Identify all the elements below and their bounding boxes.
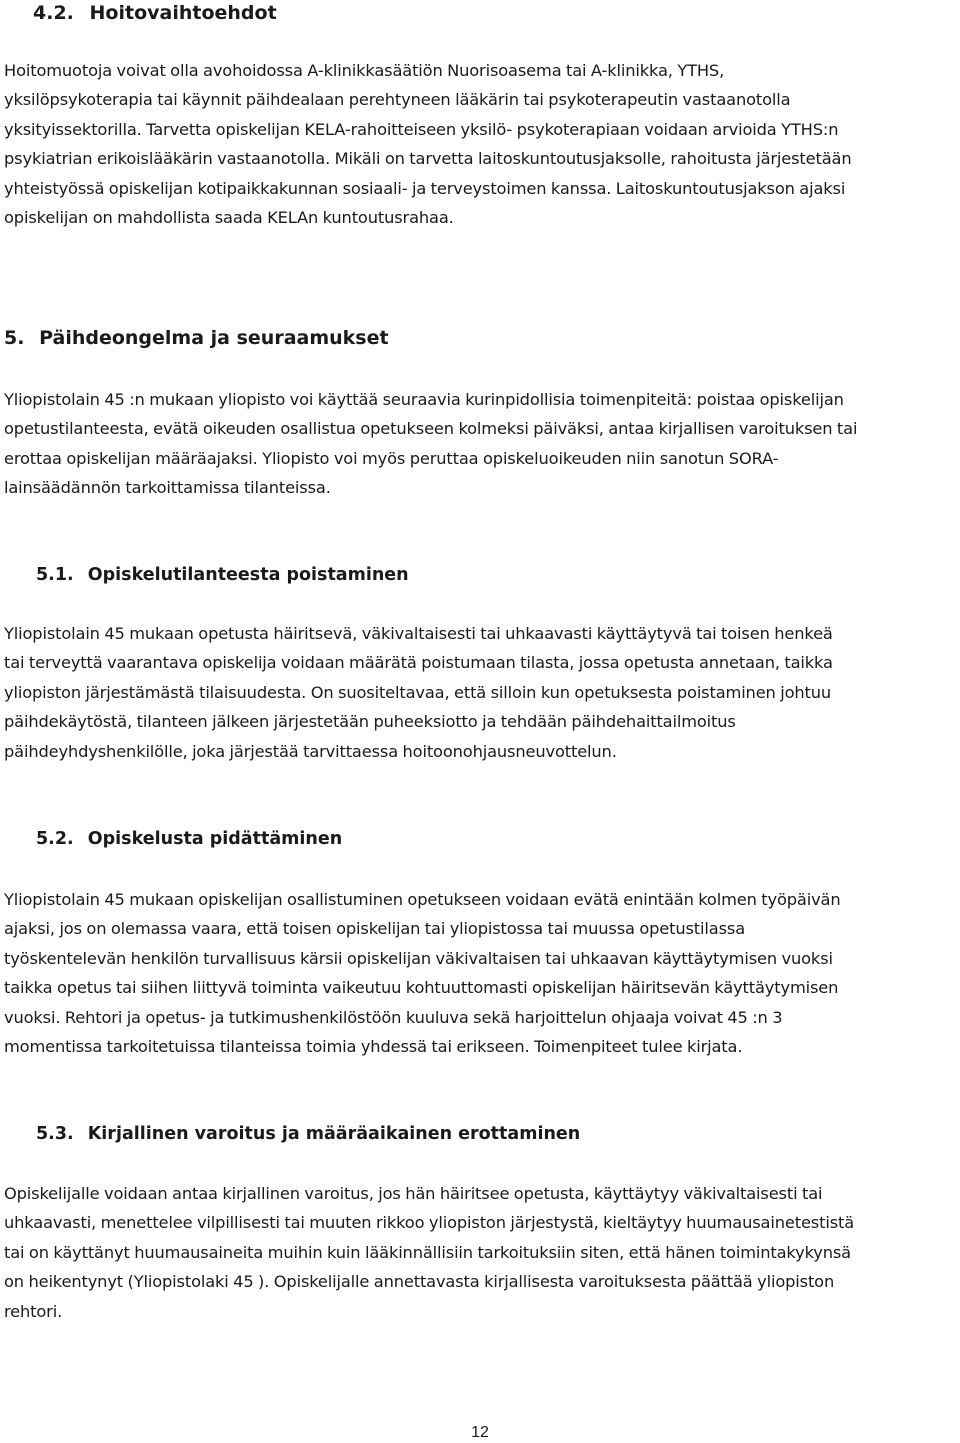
paragraph-line: työskentelevän henkilön turvallisuus kärsii opiskelijan väkivaltaisen tai uhkaavan käyttäytymisen vuoksi: [4, 948, 833, 968]
section-number: 5.2.: [36, 829, 74, 849]
paragraph-line: Yliopistolain 45 mukaan opiskelijan osallistuminen opetukseen voidaan evätä enintään kolmen työpäivän: [4, 890, 841, 909]
paragraph-line: Yliopistolain 45 mukaan opetusta häiritsevä, väkivaltaisesti tai uhkaavasti käyttäytyvä tai toisen henkeä: [4, 624, 833, 643]
section-title: Päihdeongelma ja seuraamukset: [39, 327, 389, 349]
paragraph-line: yliopiston järjestämästä tilaisuudesta. On suositeltavaa, että silloin kun opetuksesta poistaminen johtuu: [4, 682, 832, 702]
section-title: Opiskelusta pidättäminen: [87, 829, 343, 849]
paragraph-line: opetustilanteesta, evätä oikeuden osallistua opetukseen kolmeksi päiväksi, antaa kirjallisen varoituksen tai: [4, 419, 858, 439]
section-heading-5-3: [36, 1122, 580, 1146]
section-paragraph-4-2: [4, 56, 956, 232]
paragraph-line: ajaksi, jos on olemassa vaara, että toisen opiskelijan tai yliopistossa tai muussa opetustilassa: [4, 919, 746, 939]
section-number: 5.3.: [36, 1124, 74, 1144]
section-number: 5.1.: [36, 565, 74, 585]
paragraph-line: uhkaavasti, menettelee vilpillisesti tai muuten rikkoo yliopiston järjestystä, kieltäytyy huumausainetestistä: [4, 1213, 855, 1233]
section-title: Opiskelutilanteesta poistaminen: [87, 565, 409, 585]
paragraph-line: opiskelijan on mahdollista saada KELAn kuntoutusrahaa.: [4, 208, 454, 228]
paragraph-line: Hoitomuotoja voivat olla avohoidossa A-klinikkasäätiön Nuorisoasema tai A-klinikka, YTHS,: [4, 61, 725, 80]
paragraph-line: tai terveyttä vaarantava opiskelija voidaan määrätä poistumaan tilasta, jossa opetusta annetaan, taikka: [4, 653, 833, 673]
paragraph-line: vuoksi. Rehtori ja opetus- ja tutkimushenkilöstöön kuuluva sekä harjoittelun ohjaaja voivat 45 :n 3: [4, 1007, 783, 1027]
section-title: Kirjallinen varoitus ja määräaikainen erottaminen: [87, 1124, 581, 1144]
section-title: Hoitovaihtoehdot: [89, 2, 277, 24]
paragraph-line: erottaa opiskelijan määräajaksi. Yliopisto voi myös peruttaa opiskeluoikeuden niin sanotun SORA-: [4, 448, 779, 468]
section-paragraph-5-2: [4, 885, 956, 1061]
paragraph-line: on heikentynyt (Yliopistolaki 45 ). Opiskelijalle annettavasta kirjallisesta varoituksesta päättää yliopiston: [4, 1272, 835, 1292]
section-heading-5-2: [36, 827, 342, 851]
section-paragraph-5-1: [4, 619, 956, 766]
section-paragraph-5: [4, 385, 956, 503]
paragraph-line: yksilöpsykoterapia tai käynnit päihdealaan perehtyneen lääkärin tai psykoterapeutin vastaanotolla: [4, 90, 791, 110]
paragraph-line: yhteistyössä opiskelijan kotipaikkakunnan sosiaali- ja terveystoimen kanssa. Laitoskuntoutusjakson ajaksi: [4, 178, 846, 198]
section-number: 4.2.: [33, 2, 74, 24]
section-number: 5.: [4, 327, 25, 349]
paragraph-line: päihdeyhdyshenkilölle, joka järjestää tarvittaessa hoitoonohjausneuvottelun.: [4, 741, 617, 761]
paragraph-line: päihdekäytöstä, tilanteen jälkeen järjestetään puheeksiotto ja tehdään päihdehaittailmoitus: [4, 712, 736, 732]
section-heading-5: [4, 326, 389, 350]
paragraph-line: momentissa tarkoitetuissa tilanteissa toimia yhdessä tai erikseen. Toimenpiteet tulee kirjata.: [4, 1037, 743, 1057]
page-number: 12: [471, 1424, 489, 1441]
paragraph-line: taikka opetus tai siihen liittyvä toiminta vaikeutuu kohtuuttomasti opiskelijan häiritsevän käyttäytymisen: [4, 978, 839, 998]
paragraph-line: Yliopistolain 45 :n mukaan yliopisto voi käyttää seuraavia kurinpidollisia toimenpiteitä: poistaa opiskelijan: [4, 390, 844, 409]
paragraph-line: rehtori.: [4, 1301, 63, 1321]
paragraph-line: yksityissektorilla. Tarvetta opiskelijan KELA-rahoitteiseen yksilö- psykoterapiaan voidaan arvioida YTHS:n: [4, 119, 839, 139]
section-paragraph-5-3: [4, 1179, 956, 1326]
paragraph-line: tai on käyttänyt huumausaineita muihin kuin lääkinnällisiin tarkoituksiin siten, että hänen toimintakykynsä: [4, 1242, 851, 1262]
paragraph-line: psykiatrian erikoislääkärin vastaanotolla. Mikäli on tarvetta laitoskuntoutusjaksolle, rahoitusta järjestetään: [4, 149, 852, 169]
section-heading-4-2: [33, 1, 277, 25]
paragraph-line: Opiskelijalle voidaan antaa kirjallinen varoitus, jos hän häiritsee opetusta, käyttäytyy väkivaltaisesti tai: [4, 1184, 823, 1203]
section-heading-5-1: [36, 563, 409, 587]
paragraph-line: lainsäädännön tarkoittamissa tilanteissa.: [4, 478, 331, 498]
